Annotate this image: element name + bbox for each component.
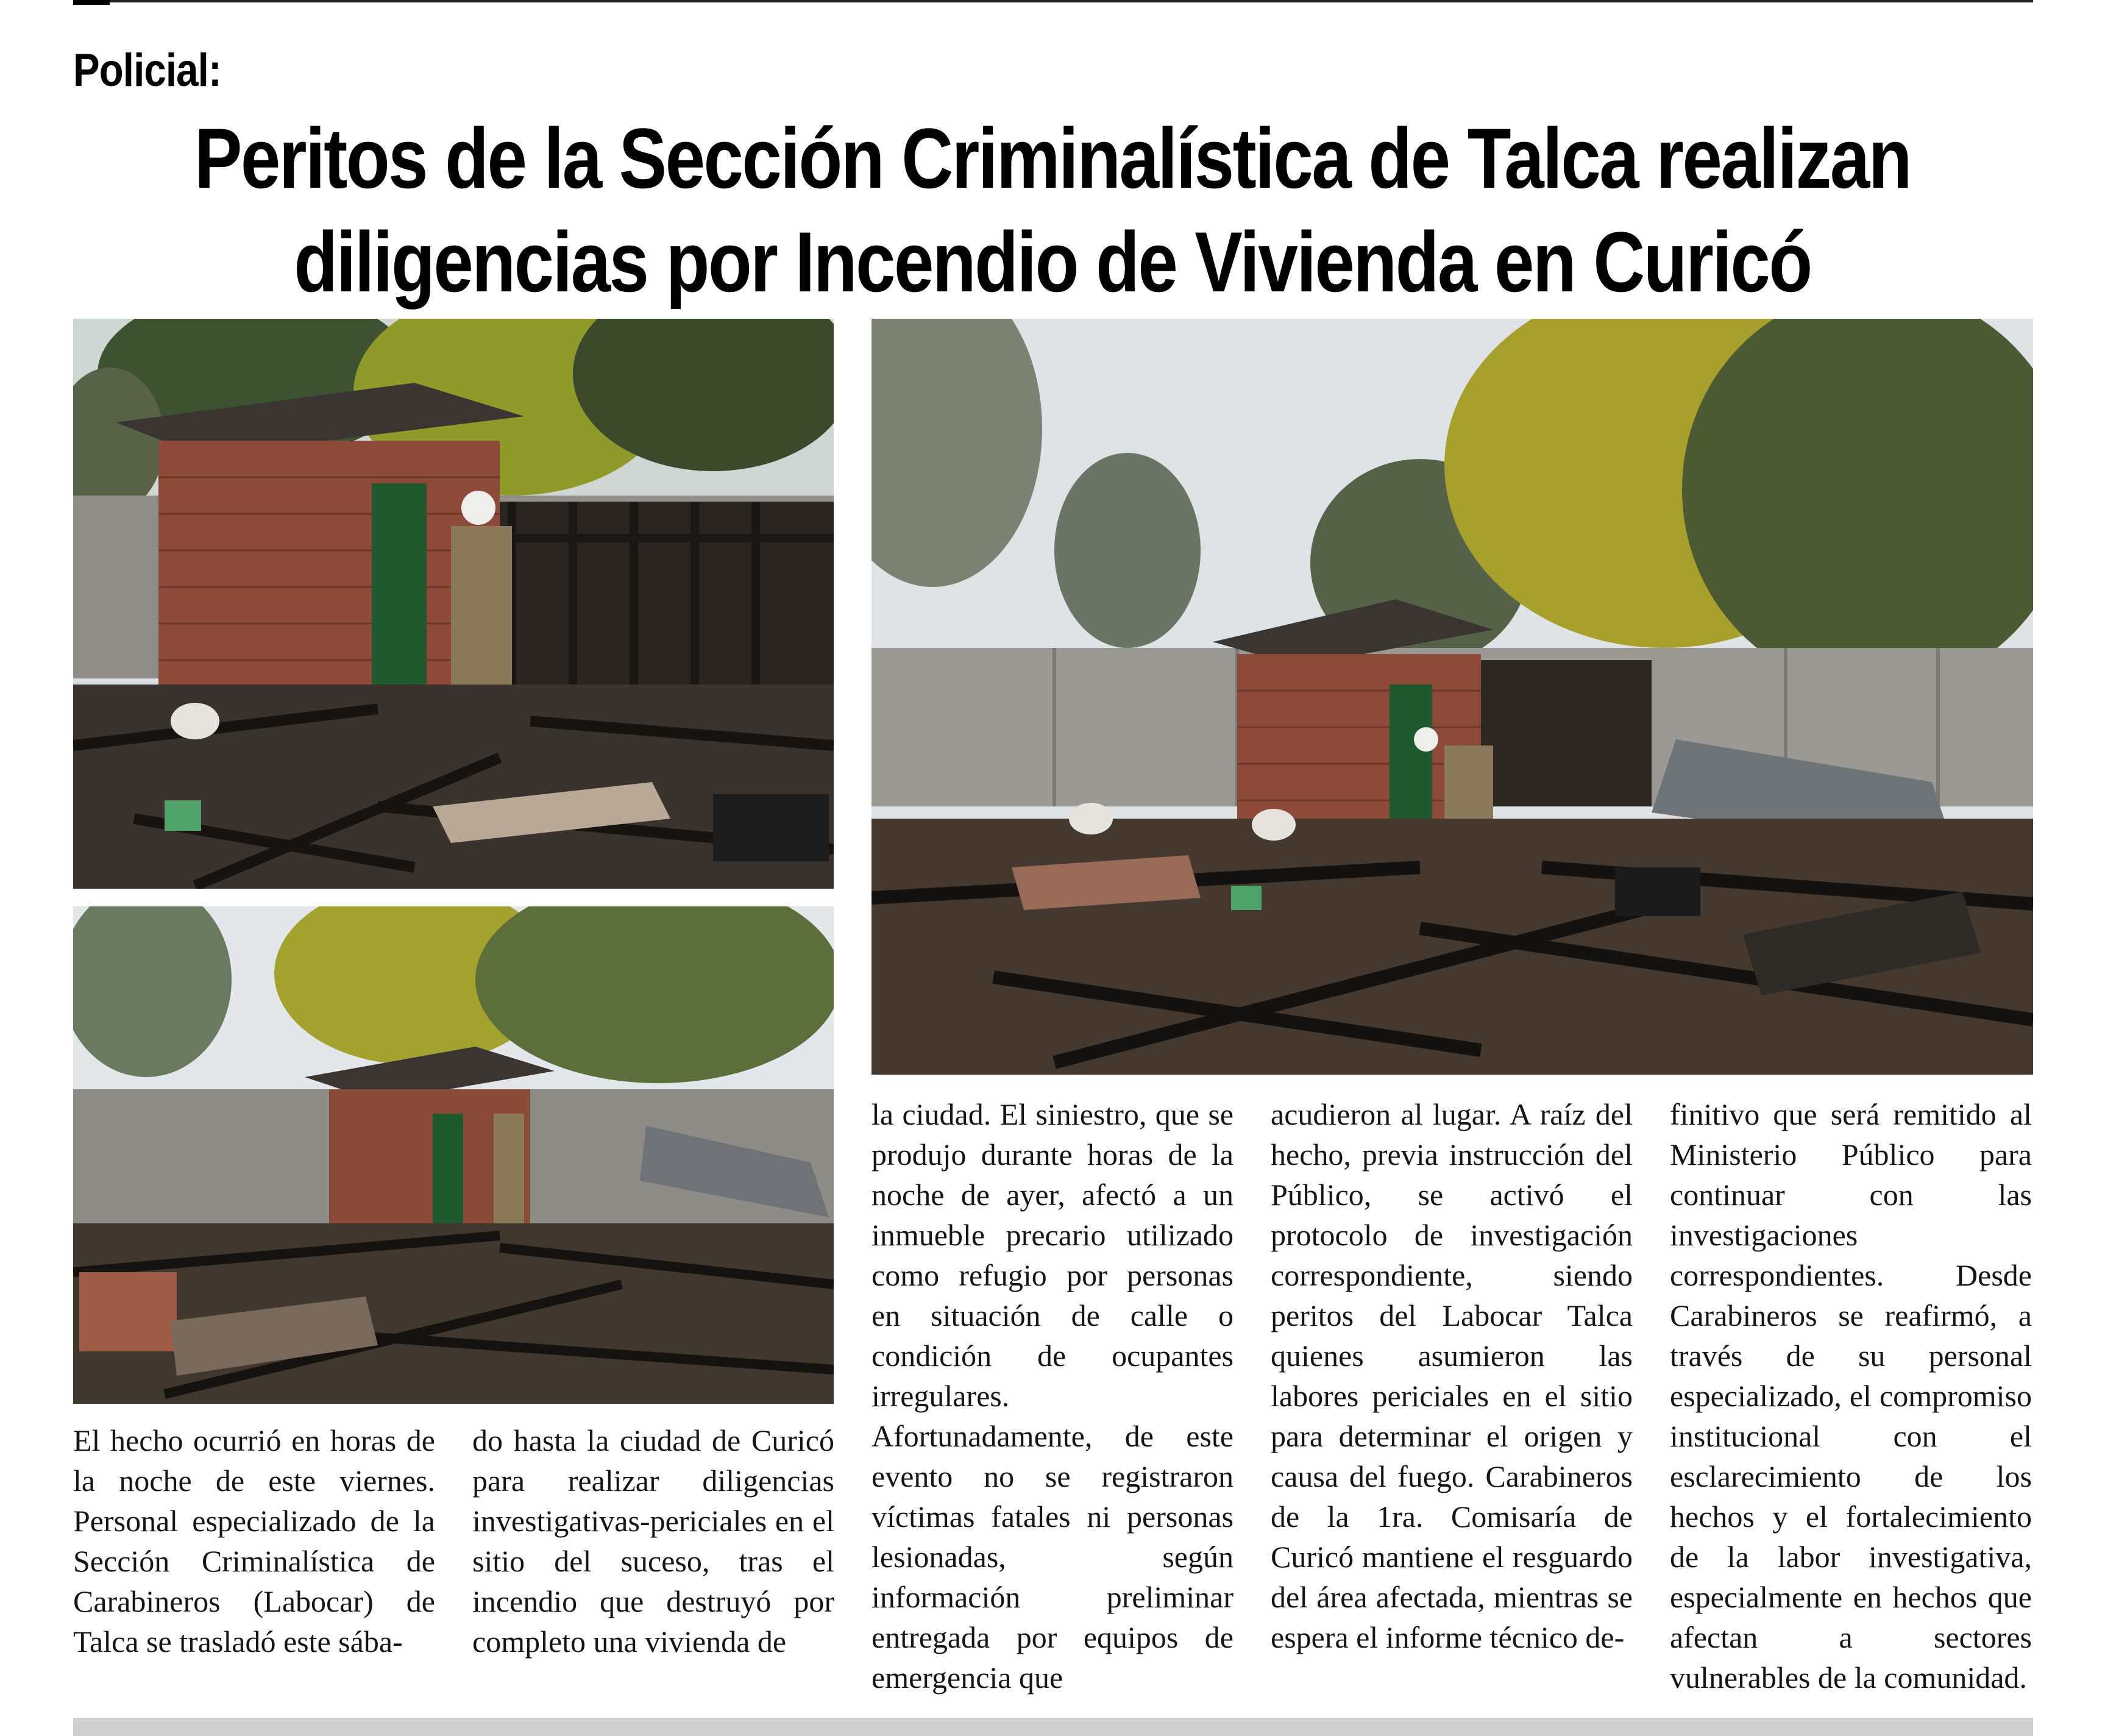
section-label: Policial:: [73, 44, 221, 96]
photo-site-overview: [871, 319, 2033, 1075]
top-rule: [73, 0, 2033, 2]
headline: [0, 107, 2105, 314]
photo-shed-closeup: [73, 319, 834, 889]
article-column-5: finitivo que será remitido al Ministerio Público para continuar con las investigaciones correspondientes. Desde Carabineros se reafirmó, a través de su personal especializado, el compromiso institucional con el esclarecimiento de los hechos y el fortalecimiento de la labor investigativa, especialmente en hechos que afectan a sectores vulnerables de la comunidad.: [1670, 1097, 2032, 1695]
photo-burned-site-wide: [73, 906, 834, 1404]
article-column-2: do hasta la ciudad de Curicó para realizar diligencias investigativas-periciales en el sitio del suceso, tras el incendio que destruyó por completo una vivienda de: [472, 1423, 834, 1659]
headline-line-2: diligencias por Incendio de Vivienda en Curicó: [294, 214, 1811, 310]
article-column-3: la ciudad. El siniestro, que se produjo durante horas de la noche de ayer, afectó a un inmueble precario utilizado como refugio por personas en situación de calle o condición de ocupantes irregulares. Afortunadamente, de este evento no se registraron víctimas fatales ni personas lesionadas, según información preliminar entregada por equipos de emergencia que: [871, 1097, 1234, 1695]
headline-line-1: Peritos de la Sección Criminalística de Talca realizan: [194, 110, 1911, 206]
bottom-divider: [73, 1718, 2033, 1736]
article-column-1: El hecho ocurrió en horas de la noche de este viernes. Personal especializado de la Sección Criminalística de Carabineros (Labocar) de Talca se trasladó este sába-: [73, 1423, 435, 1659]
top-rule-accent: [73, 0, 110, 5]
article-column-4: acudieron al lugar. A raíz del hecho, previa instrucción del Público, se activó el protocolo de investigación correspondiente, siendo peritos del Labocar Talca quienes asumieron las labores periciales en el sitio para determinar el origen y causa del fuego. Carabineros de la 1ra. Comisaría de Curicó mantiene el resguardo del área afectada, mientras se espera el informe técnico de-: [1271, 1097, 1633, 1654]
